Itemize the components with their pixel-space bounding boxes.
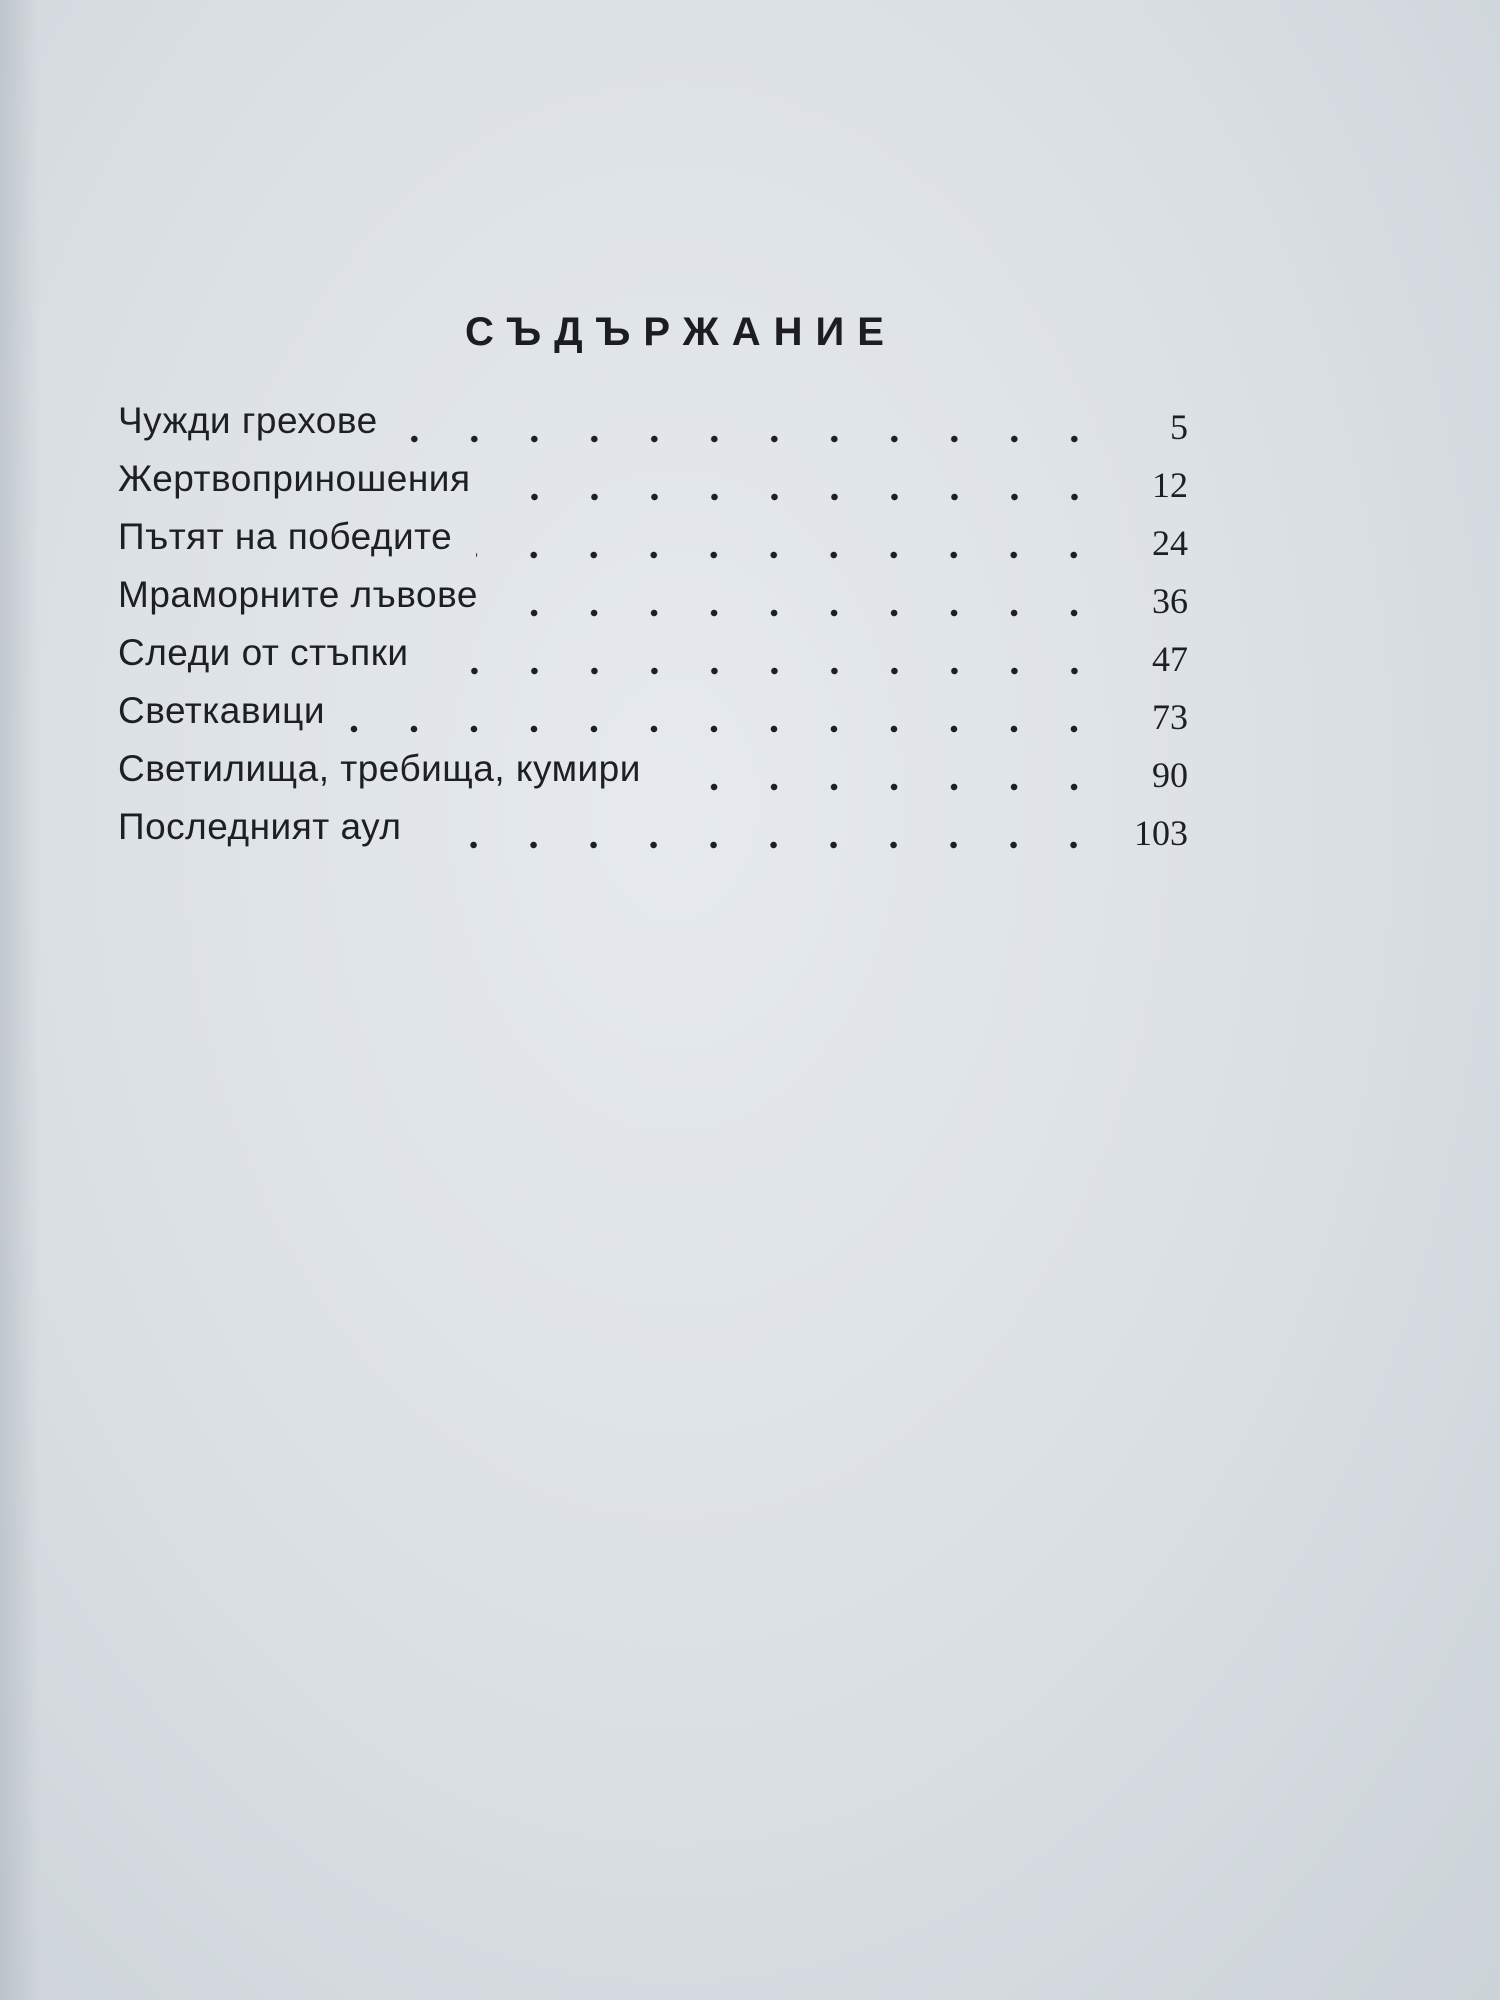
toc-list: [118, 390, 1188, 854]
toc-entry: [118, 448, 1188, 506]
page-edge-shadow: [0, 0, 40, 2000]
dot-leader: [402, 434, 1104, 444]
toc-entry-page: 103: [1134, 813, 1188, 853]
toc-entry-title: Светилища, требища, кумири: [118, 748, 641, 789]
toc-heading: СЪДЪРЖАНИЕ: [465, 310, 897, 354]
toc-entry-title: Пътят на победите: [118, 516, 453, 557]
toc-entry: [118, 390, 1188, 448]
toc-entry-page: 12: [1152, 465, 1188, 505]
toc-entry-page: 24: [1152, 523, 1188, 563]
toc-entry-title: Последният аул: [118, 806, 402, 847]
dot-leader: [433, 666, 1104, 676]
dot-leader: [502, 608, 1104, 618]
toc-entry: [118, 622, 1188, 680]
dot-leader: [425, 840, 1104, 850]
dot-leader: [349, 724, 1104, 734]
toc-entry: [118, 564, 1188, 622]
toc-entry-title: Жертвоприношения: [118, 458, 471, 499]
toc-entry: [118, 796, 1188, 854]
toc-entry-title: Чужди грехове: [118, 400, 378, 441]
toc-entry: [118, 680, 1188, 738]
dot-leader: [665, 782, 1104, 792]
toc-entry: [118, 738, 1188, 796]
toc-entry-page: 5: [1170, 407, 1188, 447]
toc-entry: [118, 506, 1188, 564]
toc-entry-page: 36: [1152, 581, 1188, 621]
dot-leader: [476, 550, 1104, 560]
toc-entry-page: 90: [1152, 755, 1188, 795]
dot-leader: [495, 492, 1104, 502]
toc-entry-page: 73: [1152, 697, 1188, 737]
toc-entry-page: 47: [1152, 639, 1188, 679]
toc-entry-title: Следи от стъпки: [118, 632, 409, 673]
toc-entry-title: Светкавици: [118, 690, 326, 731]
toc-entry-title: Мраморните лъвове: [118, 574, 478, 615]
